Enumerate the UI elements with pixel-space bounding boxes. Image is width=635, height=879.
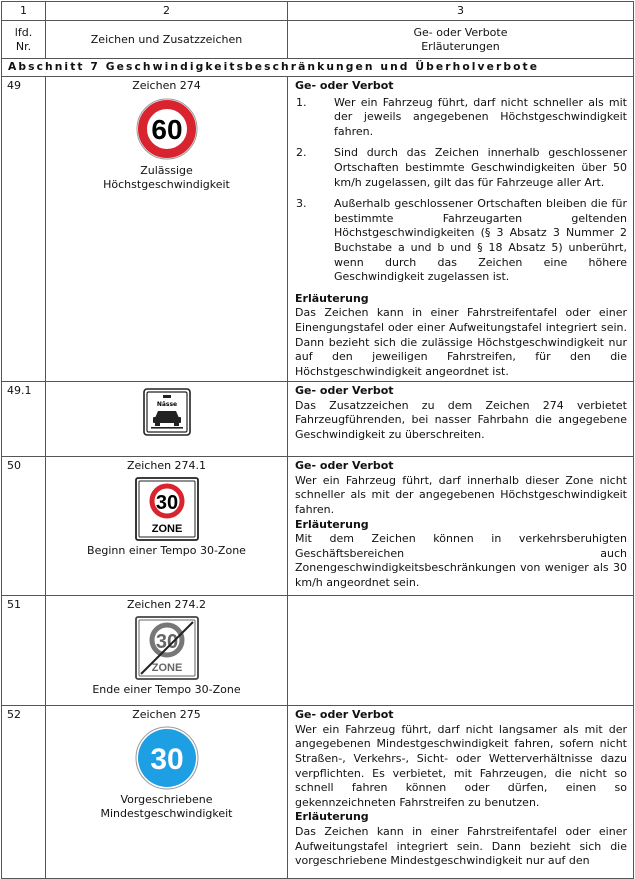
explanation-heading: Erläuterung [295, 517, 369, 531]
column-number-1: 1 [2, 2, 46, 21]
header-rules-line1: Ge- oder Verbote [413, 26, 508, 39]
sign-label-line2: Mindestgeschwindigkeit [100, 807, 233, 821]
regulation-table [1, 1, 634, 879]
list-item [295, 197, 627, 285]
sign-caption: Zeichen 275 [132, 708, 201, 722]
column-number-3: 3 [288, 2, 634, 21]
sign-caption: Zeichen 274.1 [126, 459, 207, 473]
minimum-speed-sign-icon [135, 726, 199, 790]
sign-label-line1: Zulässige [140, 163, 193, 177]
rule-cell [288, 77, 634, 382]
row-number: 52 [2, 706, 46, 879]
explanation-heading: Erläuterung [295, 810, 369, 824]
sign-zone-text: ZONE [151, 661, 182, 674]
rule-cell [288, 706, 634, 879]
sign-label: Beginn einer Tempo 30-Zone [87, 543, 246, 557]
sign-cell [46, 596, 288, 706]
wet-road-supplementary-sign-icon [143, 388, 191, 436]
sign-label: Ende einer Tempo 30-Zone [92, 682, 241, 696]
sign-value: 30 [155, 630, 178, 653]
column-number-2: 2 [46, 2, 288, 21]
list-number: 2. [296, 146, 307, 160]
rule-list [295, 96, 627, 285]
table-row [2, 706, 634, 879]
row-number: 51 [2, 596, 46, 706]
sign-caption: Zeichen 274 [132, 79, 201, 92]
table-row [2, 77, 634, 382]
zone-30-end-sign-icon [135, 616, 199, 680]
list-item [295, 146, 627, 190]
sign-value: 30 [155, 491, 178, 514]
list-number: 3. [296, 197, 307, 211]
sign-label-line1: Vorgeschriebene [120, 792, 213, 806]
section-row [2, 59, 634, 77]
sign-value: 60 [150, 113, 183, 145]
sign-text: Nässe [156, 401, 177, 409]
row-number: 49 [2, 77, 46, 382]
sign-cell [46, 706, 288, 879]
table-row [2, 457, 634, 596]
explanation-text: Das Zeichen kann in einer Fahrstreifentafel oder einer Aufweitungstafel integriert sein. Dann bezieht sich die vorgeschriebene Mindestgeschwindigkeit nur auf den [295, 825, 627, 868]
list-item [295, 96, 627, 140]
row-number: 50 [2, 457, 46, 596]
sign-cell [46, 382, 288, 457]
list-number: 1. [296, 95, 307, 109]
header-rules [288, 21, 634, 59]
sign-cell [46, 77, 288, 382]
explanation-text: Mit dem Zeichen können in verkehrsberuhigten Geschäftsbereichen auch Zonengeschwindigkeitsbeschränkungen von weniger als 30 km/h angeordnet sein. [295, 532, 627, 590]
column-number-row [2, 2, 634, 21]
list-text: Außerhalb geschlossener Ortschaften bleiben die für bestimmte Fahrzeugarten geltenden Höchstgeschwindigkeiten (§ 3 Absatz 3 Nummer 2 Buchstabe a und b und § 18 Absatz 5) unberührt, wenn durch das Zeichen eine höhere Geschwindigkeit zugelassen ist. [334, 197, 627, 284]
speed-limit-sign-icon [135, 97, 199, 161]
rule-heading: Ge- oder Verbot [295, 708, 394, 722]
rule-text: Wer ein Fahrzeug führt, darf innerhalb dieser Zone nicht schneller als mit der angegebenen Höchstgeschwindigkeit fahren. [295, 473, 627, 517]
table-row [2, 382, 634, 457]
rule-text: Wer ein Fahrzeug führt, darf nicht langsamer als mit der angegebenen Mindestgeschwindigkeit fahren, sofern nicht Straßen-, Verkehrs-, Sicht- oder Wetterverhältnisse dazu verpflichten. Es verbietet, mit Fahrzeugen, die nicht so schnell fahren können oder dürfen, einen so gekennzeichneten Fahrstreifen zu benutzen. [295, 722, 627, 809]
header-row [2, 21, 634, 59]
table-row [2, 596, 634, 706]
rule-heading: Ge- oder Verbot [295, 459, 394, 473]
sign-caption: Zeichen 274.2 [126, 598, 207, 612]
sign-cell [46, 457, 288, 596]
header-lfd-nr [2, 21, 46, 59]
sign-zone-text: ZONE [151, 522, 182, 535]
explanation-heading: Erläuterung [295, 291, 369, 305]
header-lfd-line1: lfd. [14, 26, 33, 39]
zone-30-start-sign-icon [135, 477, 199, 541]
rule-heading: Ge- oder Verbot [295, 79, 394, 92]
row-number: 49.1 [2, 382, 46, 457]
rule-cell [288, 382, 634, 457]
rule-text: Das Zusatzzeichen zu dem Zeichen 274 verbietet Fahrzeugführenden, bei nasser Fahrbahn die angegebene Geschwindigkeit zu überschreiten. [295, 398, 627, 442]
list-text: Wer ein Fahrzeug führt, darf nicht schneller als mit der jeweils angegebenen Höchstgeschwindigkeit fahren. [334, 95, 627, 138]
rule-cell [288, 457, 634, 596]
rule-heading: Ge- oder Verbot [295, 384, 394, 398]
list-text: Sind durch das Zeichen innerhalb geschlossener Ortschaften bestimmte Geschwindigkeiten über 50 km/h zugelassen, gilt das für Fahrzeuge aller Art. [334, 146, 627, 189]
sign-value: 30 [149, 742, 184, 776]
explanation-text: Das Zeichen kann in einer Fahrstreifentafel oder einer Einengungstafel oder einer Aufweitungstafel integriert sein. Dann bezieht sich die zulässige Höchstgeschwindigkeit nur auf den jeweiligen Fahrstreifen, für den die Höchstgeschwindigkeit angeordnet ist. [295, 306, 627, 378]
section-title: Abschnitt 7 Geschwindigkeitsbeschränkungen und Überholverbote [2, 59, 634, 77]
sign-label-line2: Höchstgeschwindigkeit [103, 178, 230, 192]
header-rules-line2: Erläuterungen [421, 39, 500, 53]
rule-cell-empty [288, 596, 634, 706]
header-signs: Zeichen und Zusatzzeichen [46, 21, 288, 59]
header-nr-line2: Nr. [15, 39, 32, 53]
